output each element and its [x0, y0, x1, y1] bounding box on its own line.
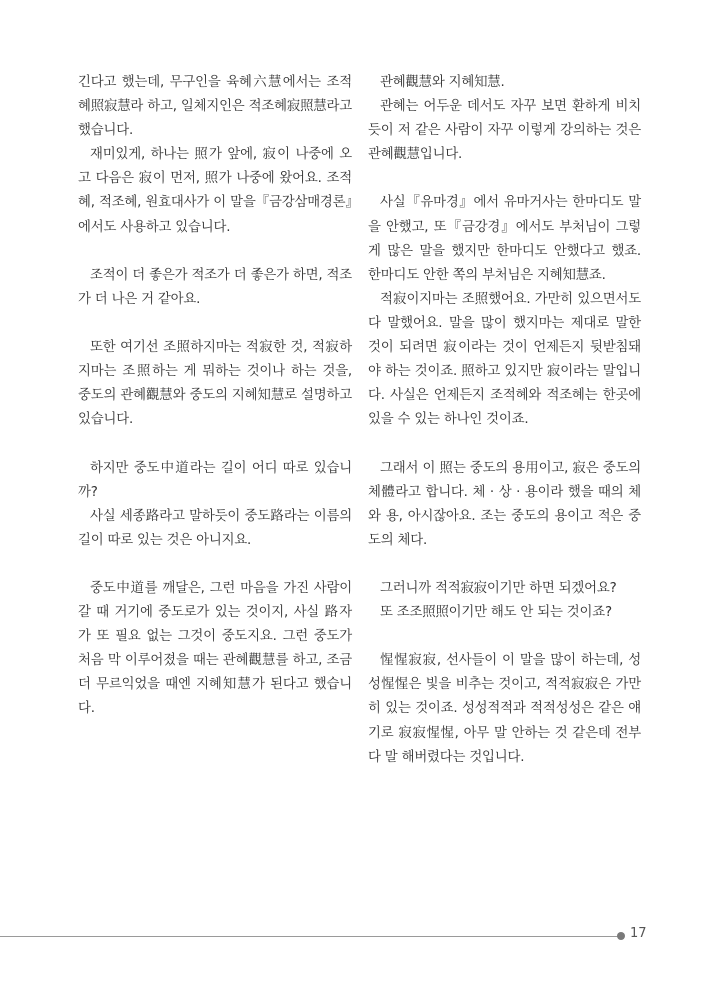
paragraph: 또한 여기선 조照하지마는 적寂한 것, 적寂하지마는 조照하는 게 뭐하는 것이나 하는 것을, 중도의 관혜觀慧와 중도의 지혜知慧로 설명하고 있습니다. [78, 340, 352, 428]
paragraph: 재미있게, 하나는 照가 앞에, 寂이 나중에 오고 다음은 寂이 먼저, 照가 나중에 왔어요. 조적혜, 적조혜, 원효대사가 이 말을『금강삼매경론』에서도 사용하고 있습니다. [78, 147, 352, 235]
paragraph: 하지만 중도中道라는 길이 어디 따로 있습니까? [78, 460, 352, 500]
paragraph: 사실『유마경』에서 유마거사는 한마디도 말을 안했고, 또『금강경』에서도 부처님이 그렇게 많은 말을 했지만 한마디도 안했다고 했죠. 한마디도 안한 쪽의 부처님은 지혜知慧죠. [368, 195, 641, 283]
page-number: 17 [630, 926, 647, 941]
paragraph: 惺惺寂寂, 선사들이 이 말을 많이 하는데, 성성惺惺은 빛을 비추는 것이고, 적적寂寂은 가만히 있는 것이죠. 성성적적과 적적성성은 같은 얘기로 寂寂惺惺, 아무 말 안하는 것 같은데 전부 다 말 해버렸다는 것입니다. [368, 653, 641, 765]
paragraph: 그러니까 적적寂寂이기만 하면 되겠어요? [380, 580, 617, 596]
paragraph-gap [368, 432, 641, 456]
left-text-column [78, 71, 352, 722]
paragraph: 관혜觀慧와 지혜知慧. [380, 75, 505, 90]
footer-rule [0, 936, 620, 937]
paragraph-gap [368, 553, 641, 577]
paragraph-gap [78, 240, 352, 264]
paragraph: 조적이 더 좋은가 적조가 더 좋은가 하면, 적조가 더 나은 거 같아요. [78, 267, 352, 307]
paragraph: 중도中道를 깨달은, 그런 마음을 가진 사람이 갈 때 거기에 중도로가 있는 것이지, 사실 路자가 또 필요 없는 그것이 중도지요. 그런 중도가 처음 막 이루어졌을 때는 관혜觀慧를 하고, 조금 더 무르익었을 때엔 지혜知慧가 된다고 했습니다. [78, 580, 352, 717]
paragraph-gap [78, 553, 352, 577]
paragraph: 긴다고 했는데, 무구인을 육혜六慧에서는 조적혜照寂慧라 하고, 일체지인은 적조혜寂照慧라고 했습니다. [78, 75, 352, 139]
paragraph: 사실 세종路라고 말하듯이 중도路라는 이름의 길이 따로 있는 것은 아니지요. [78, 508, 352, 548]
paragraph: 관혜는 어두운 데서도 자꾸 보면 환하게 비치듯이 저 같은 사람이 자꾸 이렇게 강의하는 것은 관혜觀慧입니다. [368, 99, 641, 163]
paragraph: 적寂이지마는 조照했어요. 가만히 있으면서도 다 말했어요. 말을 많이 했지마는 제대로 말한 것이 되려면 寂이라는 것이 언제든지 뒷받침돼야 하는 것이죠. 照하고 있지만 寂이라는 말입니다. 사실은 언제든지 조적혜와 적조혜는 한곳에 있을 수 있는 하나인 것이죠. [368, 291, 641, 428]
paragraph-gap [78, 312, 352, 336]
paragraph-gap [78, 432, 352, 456]
paragraph-gap [368, 167, 641, 191]
paragraph-gap [368, 625, 641, 649]
footer-bullet-icon [617, 932, 625, 940]
paragraph: 또 조조照照이기만 해도 안 되는 것이죠? [380, 605, 612, 621]
right-text-column [368, 71, 641, 770]
paragraph: 그래서 이 照는 중도의 용用이고, 寂은 중도의 체體라고 합니다. 체 · 상 · 용이라 했을 때의 체와 용, 아시잖아요. 조는 중도의 용이고 적은 중도의 체다. [368, 460, 641, 548]
